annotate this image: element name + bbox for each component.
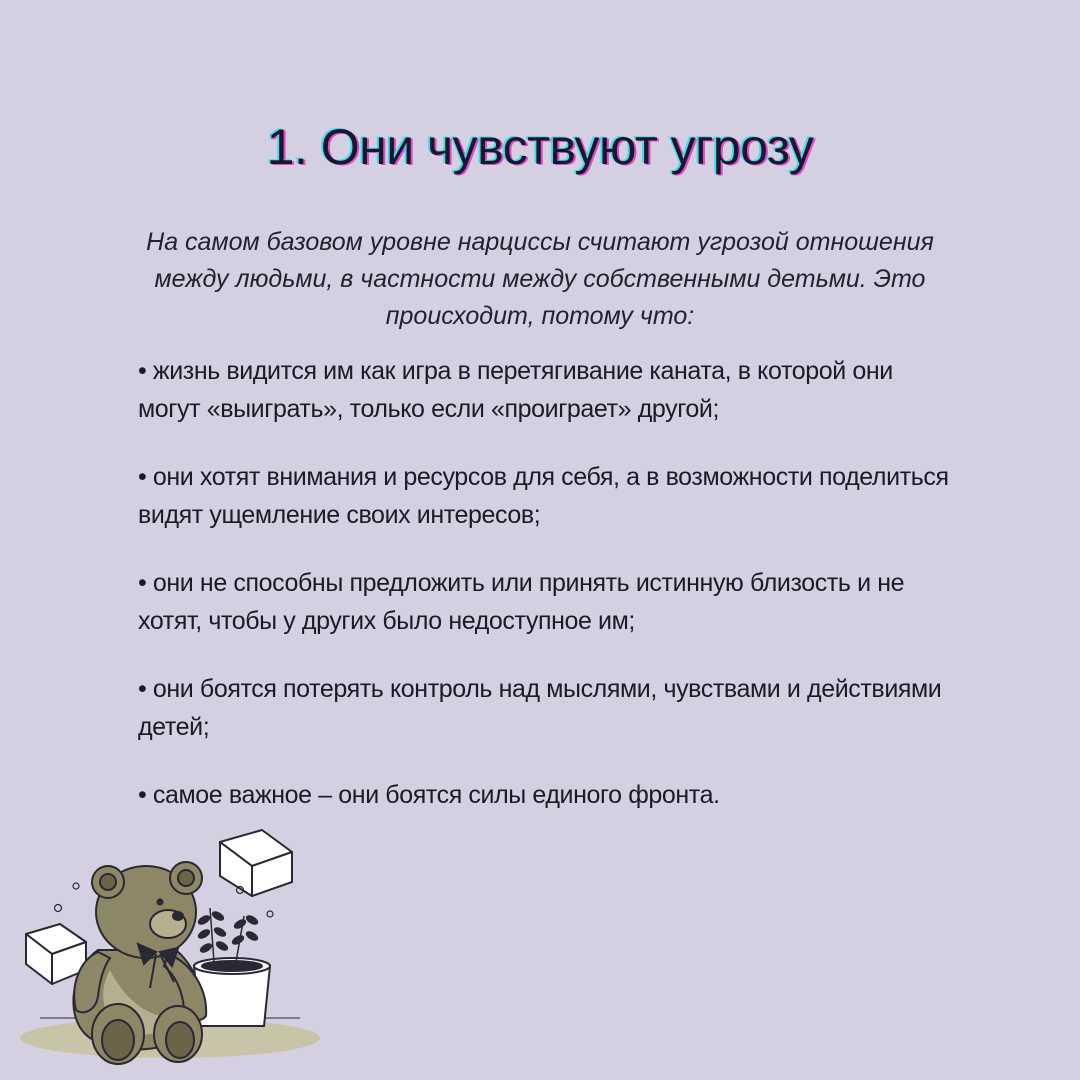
points-list <box>138 352 958 844</box>
cube-icon <box>220 830 292 896</box>
decor-dot <box>267 911 273 917</box>
teddy-bear <box>73 862 206 1064</box>
teddy-bear-illustration <box>0 820 320 1080</box>
point-item: • они не способны предложить или принять истинную близость и не хотят, чтобы у других было недоступное им; <box>138 569 905 635</box>
intro-paragraph: На самом базовом уровне нарциссы считают угрозой отношения между людьми, в частности между собственными детьми. Это происходит, потому что: <box>146 228 934 330</box>
page-title: 1. Они чувствуют угрозу <box>266 119 814 175</box>
point-item: • они хотят внимания и ресурсов для себя, а в возможности поделиться видят ущемление своих интересов; <box>138 463 949 529</box>
decor-dot <box>73 883 79 889</box>
point-item: • жизнь видится им как игра в перетягивание каната, в которой они могут «выиграть», только если «проиграет» другой; <box>138 357 893 423</box>
point-item: • самое важное – они боятся силы единого фронта. <box>138 781 720 809</box>
point-item: • они боятся потерять контроль над мыслями, чувствами и действиями детей; <box>138 675 942 741</box>
plant-leaves <box>197 908 258 962</box>
decor-dot <box>55 905 62 912</box>
